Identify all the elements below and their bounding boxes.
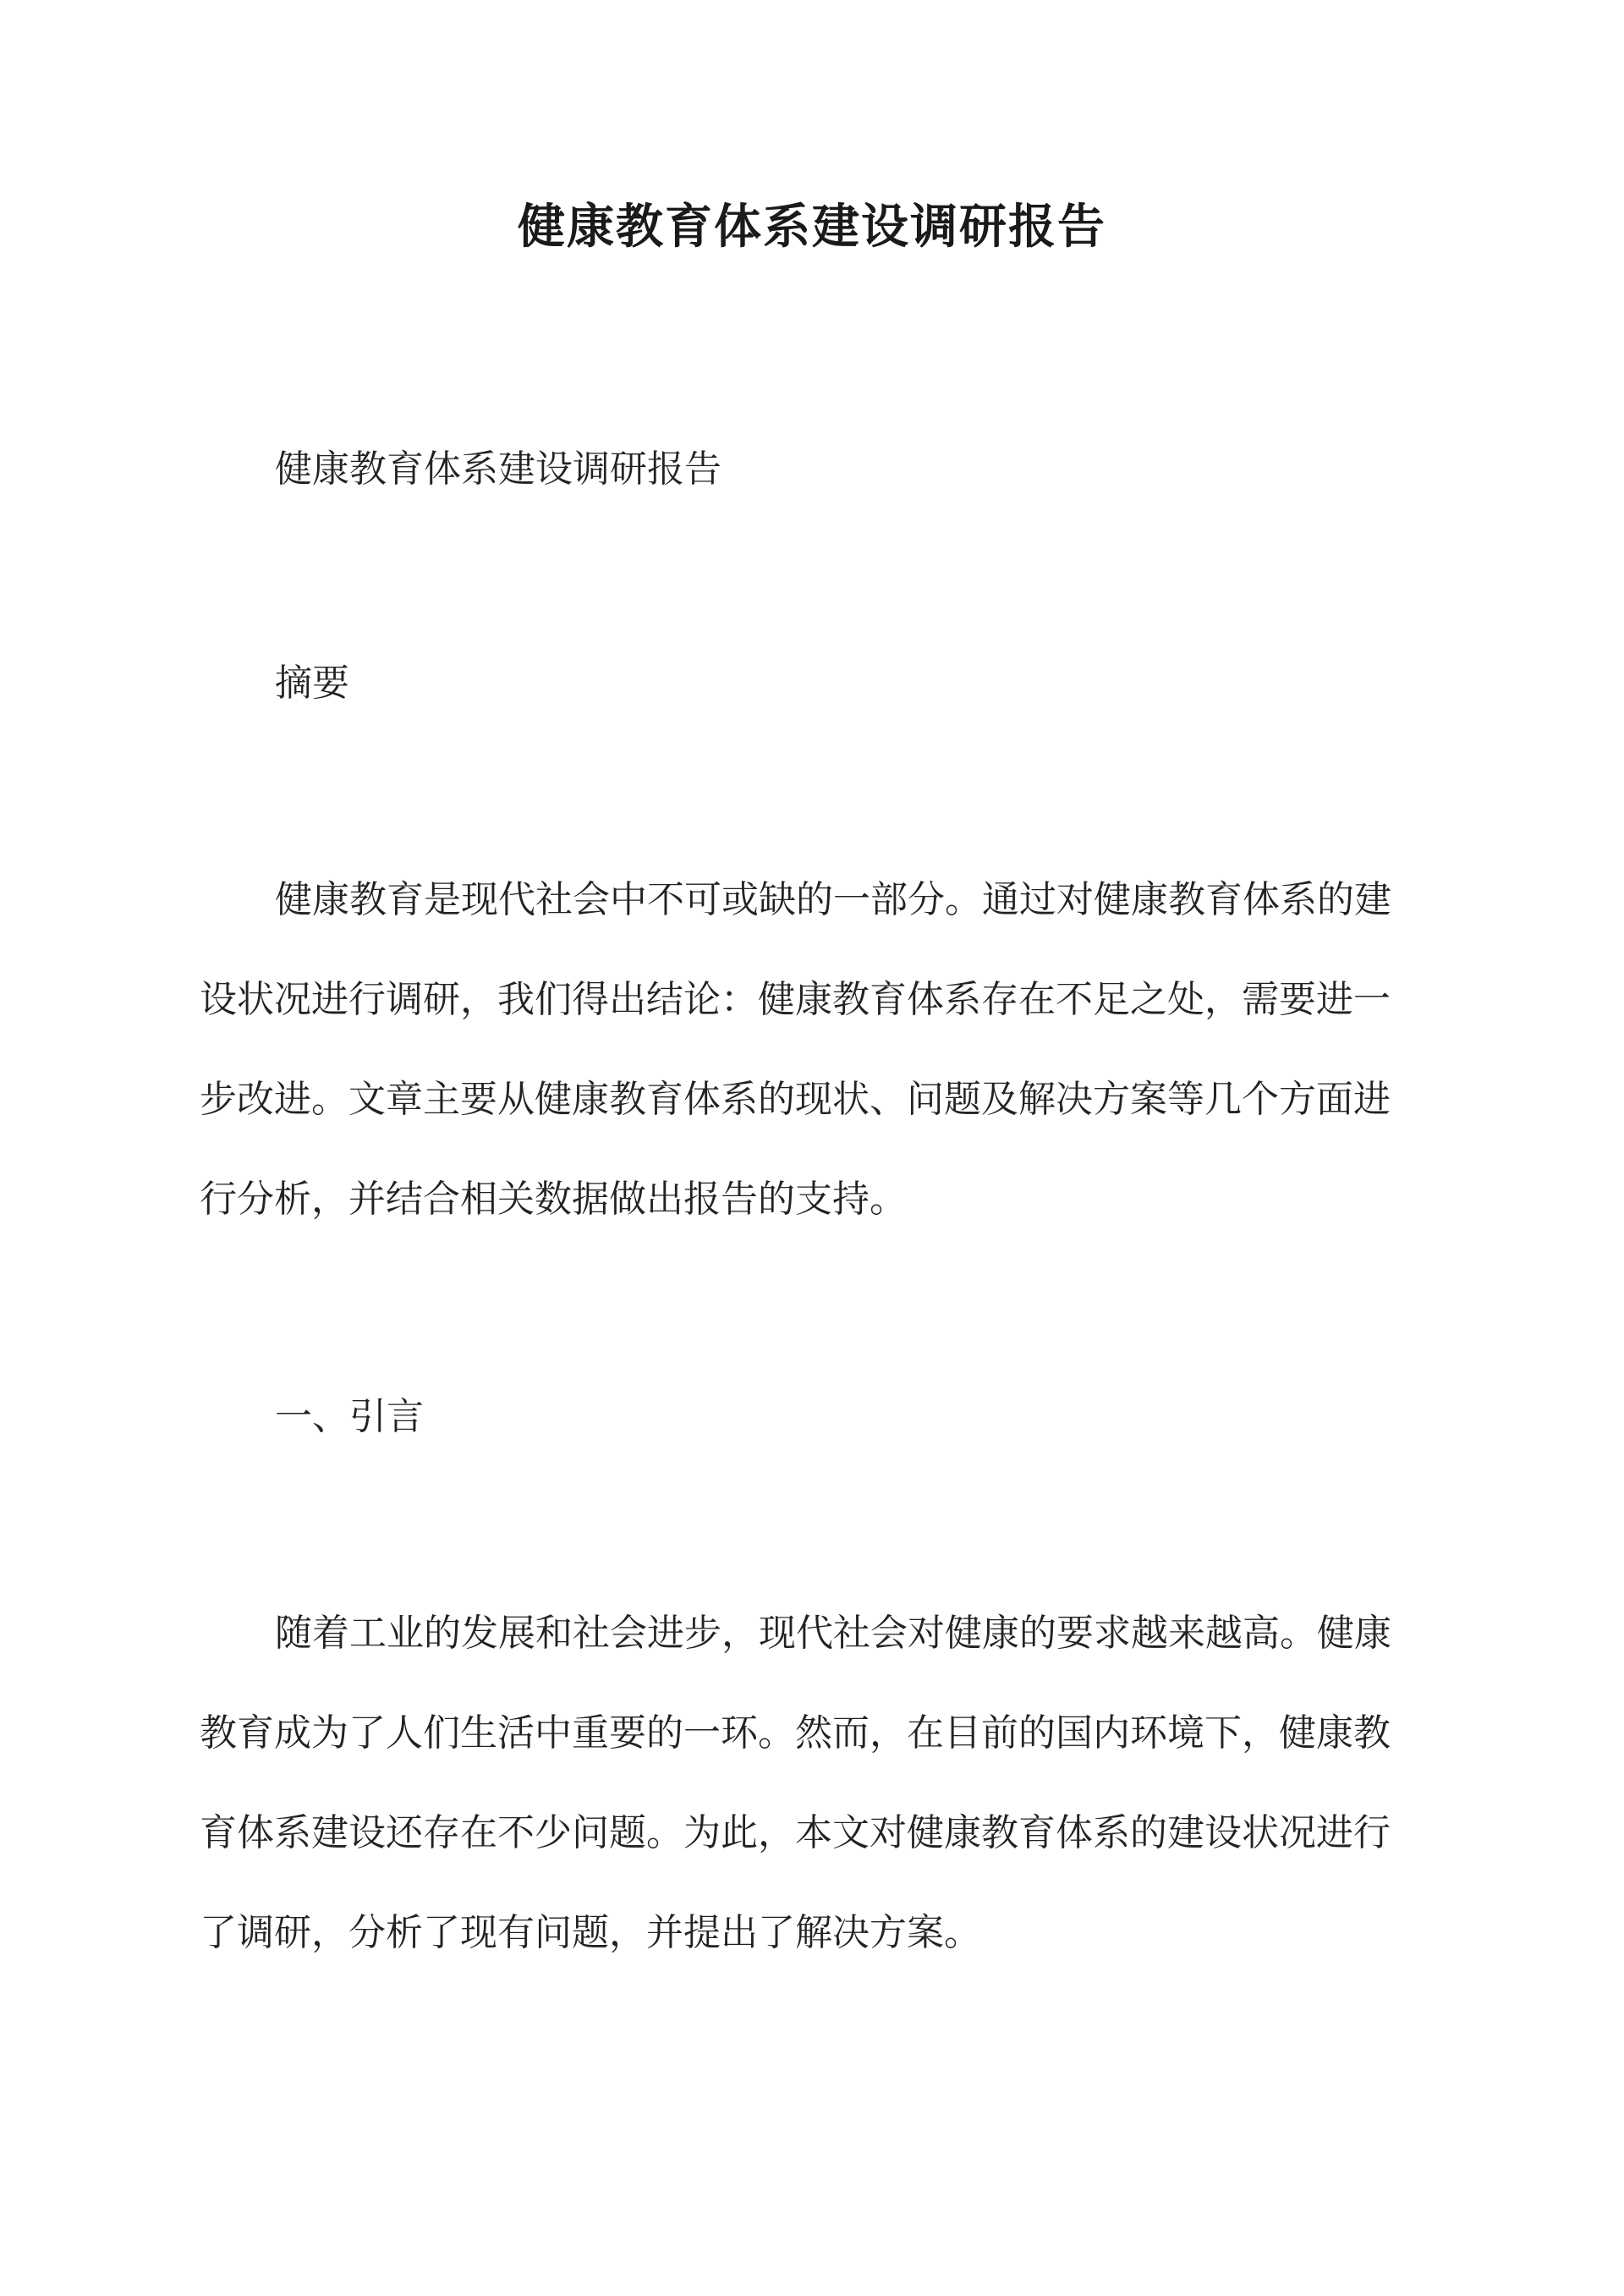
section-1-heading: 一、引言 bbox=[275, 1395, 424, 1438]
section-1-line-3: 育体系建设还存在不少问题。为此，本文对健康教育体系的建设状况进行 bbox=[200, 1811, 1391, 1854]
section-1-line-1: 随着工业的发展和社会进步，现代社会对健康的要求越来越高。健康 bbox=[275, 1612, 1391, 1655]
abstract-line-3: 步改进。文章主要从健康教育体系的现状、问题及解决方案等几个方面进 bbox=[200, 1078, 1391, 1121]
document-subtitle: 健康教育体系建设调研报告 bbox=[275, 448, 721, 491]
document-title: 健康教育体系建设调研报告 bbox=[518, 199, 1106, 255]
abstract-line-2: 设状况进行调研，我们得出结论：健康教育体系存在不足之处，需要进一 bbox=[200, 978, 1391, 1021]
section-1-line-2: 教育成为了人们生活中重要的一环。然而，在目前的国内环境下，健康教 bbox=[200, 1711, 1391, 1755]
abstract-line-1: 健康教育是现代社会中不可或缺的一部分。通过对健康教育体系的建 bbox=[275, 878, 1391, 921]
abstract-heading: 摘要 bbox=[275, 662, 349, 705]
section-1-line-4: 了调研，分析了现有问题，并提出了解决方案。 bbox=[200, 1911, 981, 1954]
abstract-line-4: 行分析，并结合相关数据做出报告的支持。 bbox=[200, 1178, 907, 1221]
